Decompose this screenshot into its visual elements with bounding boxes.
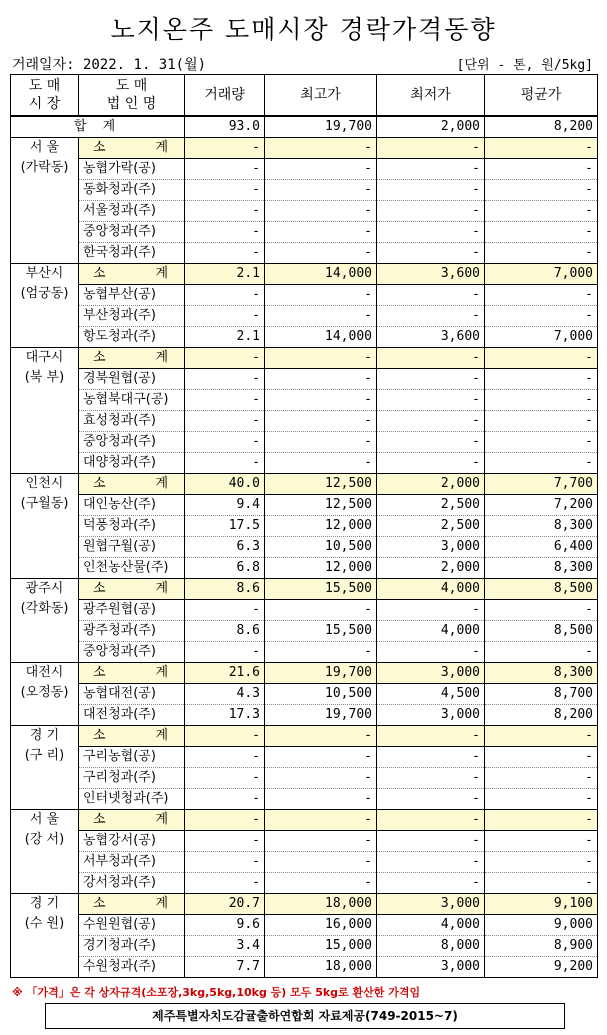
header-max: 최고가 — [265, 75, 377, 117]
cell-min: - — [377, 453, 485, 474]
cell-avg: - — [485, 873, 598, 894]
cell-min: - — [377, 747, 485, 768]
cell-avg: - — [485, 159, 598, 180]
cell-avg: 8,900 — [485, 936, 598, 957]
cell-min: - — [377, 180, 485, 201]
cell-avg: 7,000 — [485, 327, 598, 348]
cell-volume: 6.8 — [185, 558, 265, 579]
office-name: 대양청과(주) — [79, 453, 185, 474]
office-name: 농협강서(공) — [79, 831, 185, 852]
cell-volume: - — [185, 453, 265, 474]
cell-min: - — [377, 243, 485, 264]
cell-volume: 8.6 — [185, 621, 265, 642]
cell-max: 15,000 — [265, 936, 377, 957]
subtotal-row — [11, 894, 598, 915]
cell-volume: - — [185, 369, 265, 390]
cell-max: - — [265, 180, 377, 201]
office-name: 원협구월(공) — [79, 537, 185, 558]
cell-min: - — [377, 768, 485, 789]
cell-avg: 7,000 — [485, 264, 598, 285]
cell-avg: - — [485, 642, 598, 663]
subtotal-label: 소 계 — [79, 138, 185, 159]
cell-min: - — [377, 369, 485, 390]
cell-max: - — [265, 789, 377, 810]
cell-min: - — [377, 411, 485, 432]
cell-avg: - — [485, 180, 598, 201]
total-label: 합 계 — [11, 116, 185, 138]
cell-min: - — [377, 852, 485, 873]
trade-date: 거래일자: 2022. 1. 31(월) — [12, 57, 207, 73]
cell-max: - — [265, 306, 377, 327]
cell-max: - — [265, 243, 377, 264]
cell-avg: - — [485, 138, 598, 159]
cell-volume: - — [185, 285, 265, 306]
office-name: 서부청과(주) — [79, 852, 185, 873]
cell-avg: - — [485, 432, 598, 453]
table-row — [11, 684, 598, 705]
table-row — [11, 600, 598, 621]
cell-avg: - — [485, 285, 598, 306]
cell-avg: - — [485, 810, 598, 831]
cell-min: 2,500 — [377, 516, 485, 537]
cell-max: - — [265, 831, 377, 852]
cell-volume: - — [185, 852, 265, 873]
table-row — [11, 180, 598, 201]
cell-max: 12,500 — [265, 495, 377, 516]
page-title: 노지온주 도매시장 경락가격동향 — [110, 15, 497, 44]
cell-volume: - — [185, 432, 265, 453]
cell-volume: - — [185, 180, 265, 201]
header-min: 최저가 — [377, 75, 485, 117]
cell-avg: - — [485, 789, 598, 810]
subtotal-label: 소 계 — [79, 894, 185, 915]
table-row — [11, 621, 598, 642]
table-row — [11, 159, 598, 180]
cell-avg: - — [485, 348, 598, 369]
cell-min: - — [377, 285, 485, 306]
cell-max: - — [265, 411, 377, 432]
cell-max: 18,000 — [265, 957, 377, 978]
cell-volume: - — [185, 411, 265, 432]
table-row — [11, 789, 598, 810]
cell-avg: - — [485, 222, 598, 243]
office-name: 경기청과(주) — [79, 936, 185, 957]
header-office: 도 매 법 인 명 — [79, 75, 185, 117]
office-name: 강서청과(주) — [79, 873, 185, 894]
table-row — [11, 936, 598, 957]
cell-volume: - — [185, 789, 265, 810]
table-row — [11, 957, 598, 978]
table-row — [11, 558, 598, 579]
cell-volume: - — [185, 201, 265, 222]
cell-avg: 6,400 — [485, 537, 598, 558]
cell-max: - — [265, 726, 377, 747]
market-name: 경 기 (수 원) — [11, 894, 79, 978]
table-row — [11, 642, 598, 663]
cell-min: - — [377, 222, 485, 243]
office-name: 수원원협(공) — [79, 915, 185, 936]
cell-min: 2,500 — [377, 495, 485, 516]
table-row — [11, 201, 598, 222]
table-row — [11, 285, 598, 306]
cell-max: 10,500 — [265, 537, 377, 558]
cell-volume: - — [185, 831, 265, 852]
cell-avg: - — [485, 600, 598, 621]
cell-min: - — [377, 642, 485, 663]
table-row — [11, 768, 598, 789]
cell-max: 12,000 — [265, 516, 377, 537]
table-row — [11, 915, 598, 936]
office-name: 구리농협(공) — [79, 747, 185, 768]
cell-max: - — [265, 600, 377, 621]
cell-volume: 2.1 — [185, 264, 265, 285]
cell-avg: - — [485, 747, 598, 768]
cell-min: - — [377, 159, 485, 180]
cell-volume: - — [185, 726, 265, 747]
cell-max: - — [265, 285, 377, 306]
subtotal-row — [11, 663, 598, 684]
cell-max: - — [265, 138, 377, 159]
cell-avg: - — [485, 726, 598, 747]
cell-volume: - — [185, 747, 265, 768]
cell-avg: - — [485, 201, 598, 222]
office-name: 중앙청과(주) — [79, 642, 185, 663]
cell-min: - — [377, 873, 485, 894]
cell-volume: - — [185, 642, 265, 663]
market-name: 경 기 (구 리) — [11, 726, 79, 810]
subtotal-row — [11, 474, 598, 495]
subtotal-label: 소 계 — [79, 474, 185, 495]
cell-min: - — [377, 348, 485, 369]
cell-min: 2,000 — [377, 558, 485, 579]
cell-min: - — [377, 726, 485, 747]
subtotal-label: 소 계 — [79, 810, 185, 831]
cell-avg: - — [485, 243, 598, 264]
cell-max: - — [265, 390, 377, 411]
cell-avg: 7,200 — [485, 495, 598, 516]
cell-min: - — [377, 432, 485, 453]
cell-max: 16,000 — [265, 915, 377, 936]
cell-min: - — [377, 138, 485, 159]
cell-volume: 21.6 — [185, 663, 265, 684]
office-name: 중앙청과(주) — [79, 222, 185, 243]
cell-max: 19,700 — [265, 663, 377, 684]
total-row — [11, 116, 598, 138]
office-name: 광주청과(주) — [79, 621, 185, 642]
cell-max: 12,500 — [265, 474, 377, 495]
cell-avg: - — [485, 411, 598, 432]
office-name: 부산청과(주) — [79, 306, 185, 327]
cell-max: 19,700 — [265, 705, 377, 726]
cell-max: 10,500 — [265, 684, 377, 705]
cell-volume: 17.5 — [185, 516, 265, 537]
cell-max: - — [265, 222, 377, 243]
subtotal-row — [11, 579, 598, 600]
cell-min: 3,000 — [377, 663, 485, 684]
cell-avg: 8,500 — [485, 621, 598, 642]
cell-volume: - — [185, 810, 265, 831]
cell-max: 14,000 — [265, 327, 377, 348]
footnote: ※ 「가격」은 각 상자규격(소포장,3kg,5kg,10kg 등) 모두 5kg로 환산한 가격임 — [12, 986, 421, 999]
cell-avg: - — [485, 453, 598, 474]
cell-volume: 3.4 — [185, 936, 265, 957]
cell-min: 3,000 — [377, 705, 485, 726]
office-name: 농협북대구(공) — [79, 390, 185, 411]
office-name: 수원청과(주) — [79, 957, 185, 978]
cell-min: - — [377, 201, 485, 222]
cell-volume: 8.6 — [185, 579, 265, 600]
subtotal-label: 소 계 — [79, 264, 185, 285]
cell-max: - — [265, 852, 377, 873]
subtotal-label: 소 계 — [79, 579, 185, 600]
total-volume: 93.0 — [185, 116, 265, 138]
cell-min: - — [377, 810, 485, 831]
office-name: 광주원협(공) — [79, 600, 185, 621]
market-name: 서 울 (가락동) — [11, 138, 79, 264]
cell-volume: 40.0 — [185, 474, 265, 495]
cell-min: 4,500 — [377, 684, 485, 705]
cell-avg: 8,300 — [485, 516, 598, 537]
cell-min: 4,000 — [377, 579, 485, 600]
cell-max: - — [265, 432, 377, 453]
office-name: 서울청과(주) — [79, 201, 185, 222]
table-row — [11, 516, 598, 537]
table-row — [11, 453, 598, 474]
cell-min: 3,000 — [377, 537, 485, 558]
office-name: 대인농산(주) — [79, 495, 185, 516]
office-name: 인터넷청과(주) — [79, 789, 185, 810]
subtotal-row — [11, 138, 598, 159]
market-name: 부산시 (엄궁동) — [11, 264, 79, 348]
office-name: 경북원협(공) — [79, 369, 185, 390]
cell-min: 3,600 — [377, 264, 485, 285]
cell-max: 14,000 — [265, 264, 377, 285]
subtotal-row — [11, 264, 598, 285]
cell-volume: 2.1 — [185, 327, 265, 348]
cell-volume: - — [185, 390, 265, 411]
office-name: 대전청과(주) — [79, 705, 185, 726]
cell-min: 3,600 — [377, 327, 485, 348]
office-name: 인천농산물(주) — [79, 558, 185, 579]
cell-avg: 9,100 — [485, 894, 598, 915]
cell-min: - — [377, 831, 485, 852]
office-name: 구리청과(주) — [79, 768, 185, 789]
subtotal-label: 소 계 — [79, 726, 185, 747]
cell-min: 4,000 — [377, 915, 485, 936]
cell-min: 8,000 — [377, 936, 485, 957]
cell-volume: - — [185, 159, 265, 180]
cell-volume: 7.7 — [185, 957, 265, 978]
cell-max: - — [265, 768, 377, 789]
cell-volume: - — [185, 306, 265, 327]
cell-volume: - — [185, 873, 265, 894]
market-name: 인천시 (구월동) — [11, 474, 79, 579]
header-volume: 거래량 — [185, 75, 265, 117]
cell-min: 3,000 — [377, 957, 485, 978]
cell-max: 18,000 — [265, 894, 377, 915]
cell-volume: - — [185, 600, 265, 621]
cell-max: - — [265, 642, 377, 663]
cell-avg: - — [485, 390, 598, 411]
cell-min: - — [377, 789, 485, 810]
cell-min: - — [377, 600, 485, 621]
subtotal-row — [11, 810, 598, 831]
table-row — [11, 222, 598, 243]
table-row — [11, 411, 598, 432]
header-row — [11, 75, 598, 117]
cell-max: - — [265, 348, 377, 369]
cell-volume: - — [185, 348, 265, 369]
cell-max: - — [265, 747, 377, 768]
cell-avg: 9,200 — [485, 957, 598, 978]
cell-volume: 17.3 — [185, 705, 265, 726]
cell-max: - — [265, 369, 377, 390]
cell-volume: 9.4 — [185, 495, 265, 516]
cell-avg: 8,300 — [485, 558, 598, 579]
cell-volume: 20.7 — [185, 894, 265, 915]
table-row — [11, 495, 598, 516]
table-row — [11, 705, 598, 726]
cell-volume: 9.6 — [185, 915, 265, 936]
cell-max: 15,500 — [265, 579, 377, 600]
cell-min: 4,000 — [377, 621, 485, 642]
market-name: 광주시 (각화동) — [11, 579, 79, 663]
table-row — [11, 390, 598, 411]
market-name: 서 울 (강 서) — [11, 810, 79, 894]
cell-max: - — [265, 159, 377, 180]
cell-avg: - — [485, 768, 598, 789]
table-row — [11, 747, 598, 768]
cell-avg: 8,300 — [485, 663, 598, 684]
cell-avg: 8,700 — [485, 684, 598, 705]
unit-label: [단위 - 톤, 원/5kg] — [456, 58, 593, 73]
table-row — [11, 369, 598, 390]
cell-avg: 7,700 — [485, 474, 598, 495]
subtotal-label: 소 계 — [79, 663, 185, 684]
office-name: 효성청과(주) — [79, 411, 185, 432]
cell-avg: - — [485, 369, 598, 390]
cell-volume: - — [185, 768, 265, 789]
cell-min: 2,000 — [377, 474, 485, 495]
cell-min: - — [377, 306, 485, 327]
table-row — [11, 327, 598, 348]
cell-max: 12,000 — [265, 558, 377, 579]
cell-volume: - — [185, 243, 265, 264]
table-row — [11, 852, 598, 873]
cell-avg: 8,200 — [485, 705, 598, 726]
table-row — [11, 537, 598, 558]
header-avg: 평균가 — [485, 75, 598, 117]
office-name: 덕풍청과(주) — [79, 516, 185, 537]
market-name: 대전시 (오정동) — [11, 663, 79, 726]
cell-volume: 4.3 — [185, 684, 265, 705]
cell-avg: - — [485, 852, 598, 873]
subtotal-label: 소 계 — [79, 348, 185, 369]
subtotal-row — [11, 348, 598, 369]
office-name: 농협대전(공) — [79, 684, 185, 705]
credit-box: 제주특별자치도감귤출하연합회 자료제공(749-2015~7) — [45, 1003, 565, 1029]
cell-min: - — [377, 390, 485, 411]
cell-max: - — [265, 201, 377, 222]
cell-avg: - — [485, 831, 598, 852]
cell-min: 3,000 — [377, 894, 485, 915]
total-min: 2,000 — [377, 116, 485, 138]
cell-volume: - — [185, 138, 265, 159]
table-row — [11, 831, 598, 852]
cell-max: 15,500 — [265, 621, 377, 642]
total-max: 19,700 — [265, 116, 377, 138]
cell-avg: 8,500 — [485, 579, 598, 600]
cell-avg: 9,000 — [485, 915, 598, 936]
subtotal-row — [11, 726, 598, 747]
market-name: 대구시 (북 부) — [11, 348, 79, 474]
cell-volume: - — [185, 222, 265, 243]
office-name: 동화청과(주) — [79, 180, 185, 201]
header-market: 도 매 시 장 — [11, 75, 79, 117]
total-avg: 8,200 — [485, 116, 598, 138]
table-row — [11, 432, 598, 453]
cell-volume: 6.3 — [185, 537, 265, 558]
table-row — [11, 873, 598, 894]
cell-max: - — [265, 810, 377, 831]
table-row — [11, 243, 598, 264]
price-table — [10, 74, 598, 978]
office-name: 농협부산(공) — [79, 285, 185, 306]
office-name: 한국청과(주) — [79, 243, 185, 264]
table-row — [11, 306, 598, 327]
cell-max: - — [265, 453, 377, 474]
office-name: 중앙청과(주) — [79, 432, 185, 453]
cell-avg: - — [485, 306, 598, 327]
cell-max: - — [265, 873, 377, 894]
office-name: 항도청과(주) — [79, 327, 185, 348]
office-name: 농협가락(공) — [79, 159, 185, 180]
